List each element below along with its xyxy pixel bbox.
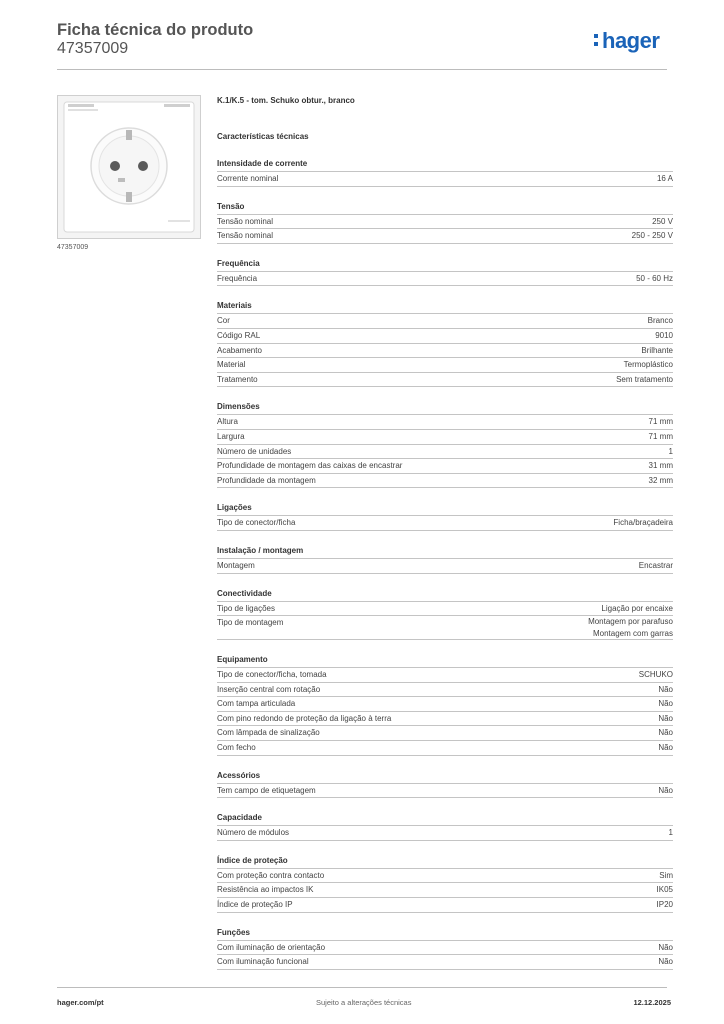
spec-value: Encastrar bbox=[638, 560, 673, 570]
spec-label: Montagem bbox=[217, 560, 255, 570]
spec-row bbox=[217, 516, 673, 531]
section-title: Instalação / montagem bbox=[217, 544, 673, 559]
section-title: Conectividade bbox=[217, 587, 673, 602]
spec-value: Não bbox=[658, 785, 673, 795]
spec-row bbox=[217, 329, 673, 344]
section-title: Tensão bbox=[217, 200, 673, 215]
spec-label: Com proteção contra contacto bbox=[217, 870, 325, 880]
image-caption: 47357009 bbox=[57, 244, 89, 251]
spec-value: Branco bbox=[647, 316, 673, 326]
spec-row bbox=[217, 668, 673, 683]
spec-value: 250 - 250 V bbox=[631, 231, 673, 241]
technical-data bbox=[217, 95, 673, 970]
spec-row bbox=[217, 826, 673, 841]
footer-disclaimer: Sujeito a alterações técnicas bbox=[316, 998, 412, 1007]
spec-row bbox=[217, 215, 673, 230]
spec-value: Não bbox=[658, 728, 673, 738]
spec-label: Tratamento bbox=[217, 374, 258, 384]
spec-label: Acabamento bbox=[217, 345, 262, 355]
spec-label: Inserção central com rotação bbox=[217, 684, 321, 694]
spec-row bbox=[217, 741, 673, 756]
spec-value: 9010 bbox=[655, 330, 673, 340]
characteristics-title: Características técnicas bbox=[217, 132, 309, 141]
spec-label: Número de unidades bbox=[217, 446, 292, 456]
spec-row bbox=[217, 712, 673, 727]
spec-value: Não bbox=[658, 743, 673, 753]
spec-section bbox=[217, 811, 673, 841]
spec-row bbox=[217, 272, 673, 287]
spec-label: Código RAL bbox=[217, 330, 261, 340]
spec-value: 1 bbox=[668, 446, 673, 456]
spec-section bbox=[217, 854, 673, 913]
spec-value: 16 A bbox=[656, 174, 673, 183]
spec-section bbox=[217, 587, 673, 641]
spec-label: Tipo de conector/ficha, tomada bbox=[217, 670, 327, 680]
spec-row bbox=[217, 683, 673, 698]
section-title: Materiais bbox=[217, 299, 673, 314]
spec-label: Altura bbox=[217, 417, 238, 427]
section-title: Frequência bbox=[217, 257, 673, 272]
spec-label: Profundidade da montagem bbox=[217, 475, 316, 485]
section-title: Intensidade de corrente bbox=[217, 157, 673, 172]
spec-value: IP20 bbox=[656, 900, 673, 910]
spec-section bbox=[217, 501, 673, 531]
spec-label: Com iluminação funcional bbox=[217, 957, 309, 967]
section-title: Dimensões bbox=[217, 400, 673, 415]
hager-logo bbox=[594, 28, 659, 54]
spec-label: Corrente nominal bbox=[217, 174, 279, 183]
spec-value: Não bbox=[658, 957, 673, 967]
spec-row bbox=[217, 784, 673, 799]
section-title: Acessórios bbox=[217, 769, 673, 784]
product-number: 47357009 bbox=[57, 40, 129, 57]
spec-section bbox=[217, 926, 673, 970]
spec-value: 1 bbox=[668, 828, 673, 838]
spec-row bbox=[217, 373, 673, 388]
spec-value: Sem tratamento bbox=[616, 374, 673, 384]
logo-colon-icon bbox=[594, 32, 599, 48]
spec-row bbox=[217, 445, 673, 460]
spec-section bbox=[217, 157, 673, 187]
spec-row bbox=[217, 430, 673, 445]
spec-value: Não bbox=[658, 942, 673, 952]
spec-row bbox=[217, 602, 673, 617]
spec-section bbox=[217, 257, 673, 287]
footer-divider bbox=[57, 987, 667, 988]
spec-row bbox=[217, 344, 673, 359]
section-title: Capacidade bbox=[217, 811, 673, 826]
spec-value: 31 mm bbox=[648, 461, 673, 471]
spec-value: Brilhante bbox=[641, 345, 673, 355]
spec-value: SCHUKO bbox=[638, 670, 673, 680]
spec-label: Largura bbox=[217, 431, 245, 441]
spec-section bbox=[217, 544, 673, 574]
spec-label: Resistência ao impactos IK bbox=[217, 885, 314, 895]
spec-value: Ligação por encaixe bbox=[601, 603, 673, 613]
section-title: Ligações bbox=[217, 501, 673, 516]
spec-row bbox=[217, 869, 673, 884]
spec-value: 32 mm bbox=[648, 475, 673, 485]
spec-value: Não bbox=[658, 699, 673, 709]
spec-row bbox=[217, 898, 673, 913]
spec-row bbox=[217, 314, 673, 329]
spec-value: Não bbox=[658, 684, 673, 694]
spec-row bbox=[217, 616, 673, 640]
spec-label: Tem campo de etiquetagem bbox=[217, 785, 316, 795]
spec-label: Número de módulos bbox=[217, 828, 290, 838]
spec-section bbox=[217, 769, 673, 799]
logo-text: hager bbox=[602, 28, 660, 53]
spec-row bbox=[217, 172, 673, 187]
spec-value-line: Montagem por parafuso bbox=[588, 617, 673, 627]
section-title: Equipamento bbox=[217, 653, 673, 668]
spec-value: IK05 bbox=[656, 885, 673, 895]
spec-row bbox=[217, 459, 673, 474]
spec-value: 250 V bbox=[652, 216, 673, 226]
document-header bbox=[57, 21, 253, 58]
section-title: Índice de proteção bbox=[217, 854, 673, 869]
spec-label: Material bbox=[217, 360, 246, 370]
spec-label: Com lâmpada de sinalização bbox=[217, 728, 320, 738]
spec-label: Com pino redondo de proteção da ligação à terra bbox=[217, 713, 392, 723]
socket-icon bbox=[58, 96, 200, 238]
spec-label: Com fecho bbox=[217, 743, 256, 753]
product-name: K.1/K.5 - tom. Schuko obtur., branco bbox=[217, 96, 355, 105]
spec-row bbox=[217, 415, 673, 430]
spec-value bbox=[588, 616, 673, 639]
spec-row bbox=[217, 559, 673, 574]
page-title: Ficha técnica do produto bbox=[57, 21, 254, 39]
sections-container bbox=[217, 157, 673, 970]
spec-row bbox=[217, 955, 673, 970]
spec-section bbox=[217, 653, 673, 756]
spec-label: Cor bbox=[217, 316, 230, 326]
spec-label: Com iluminação de orientação bbox=[217, 942, 326, 952]
spec-value: Não bbox=[658, 713, 673, 723]
spec-value: Ficha/braçadeira bbox=[613, 518, 673, 528]
spec-section bbox=[217, 299, 673, 387]
spec-section bbox=[217, 200, 673, 244]
spec-label: Com tampa articulada bbox=[217, 699, 296, 709]
spec-row bbox=[217, 474, 673, 489]
spec-label: Frequência bbox=[217, 273, 258, 283]
footer-date: 12.12.2025 bbox=[633, 998, 671, 1007]
spec-value: 71 mm bbox=[648, 431, 673, 441]
spec-label: Tipo de conector/ficha bbox=[217, 518, 296, 528]
spec-value: Sim bbox=[659, 870, 673, 880]
spec-label: Profundidade de montagem das caixas de encastrar bbox=[217, 461, 403, 471]
spec-label: Tensão nominal bbox=[217, 231, 274, 241]
spec-label: Tensão nominal bbox=[217, 216, 274, 226]
footer-website[interactable]: hager.com/pt bbox=[57, 998, 104, 1007]
header-divider bbox=[57, 69, 667, 70]
spec-row bbox=[217, 697, 673, 712]
spec-value-line: Montagem com garras bbox=[592, 628, 673, 638]
spec-label: Tipo de montagem bbox=[217, 618, 284, 628]
spec-row bbox=[217, 358, 673, 373]
spec-label: Tipo de ligações bbox=[217, 603, 275, 613]
spec-section bbox=[217, 400, 673, 488]
spec-row bbox=[217, 883, 673, 898]
spec-value: 71 mm bbox=[648, 417, 673, 427]
spec-value: 50 - 60 Hz bbox=[636, 273, 673, 283]
section-title: Funções bbox=[217, 926, 673, 941]
spec-value: Termoplástico bbox=[623, 360, 673, 370]
spec-row bbox=[217, 229, 673, 244]
spec-row bbox=[217, 941, 673, 956]
spec-label: Índice de proteção IP bbox=[217, 900, 293, 910]
spec-row bbox=[217, 726, 673, 741]
product-image bbox=[57, 95, 201, 239]
